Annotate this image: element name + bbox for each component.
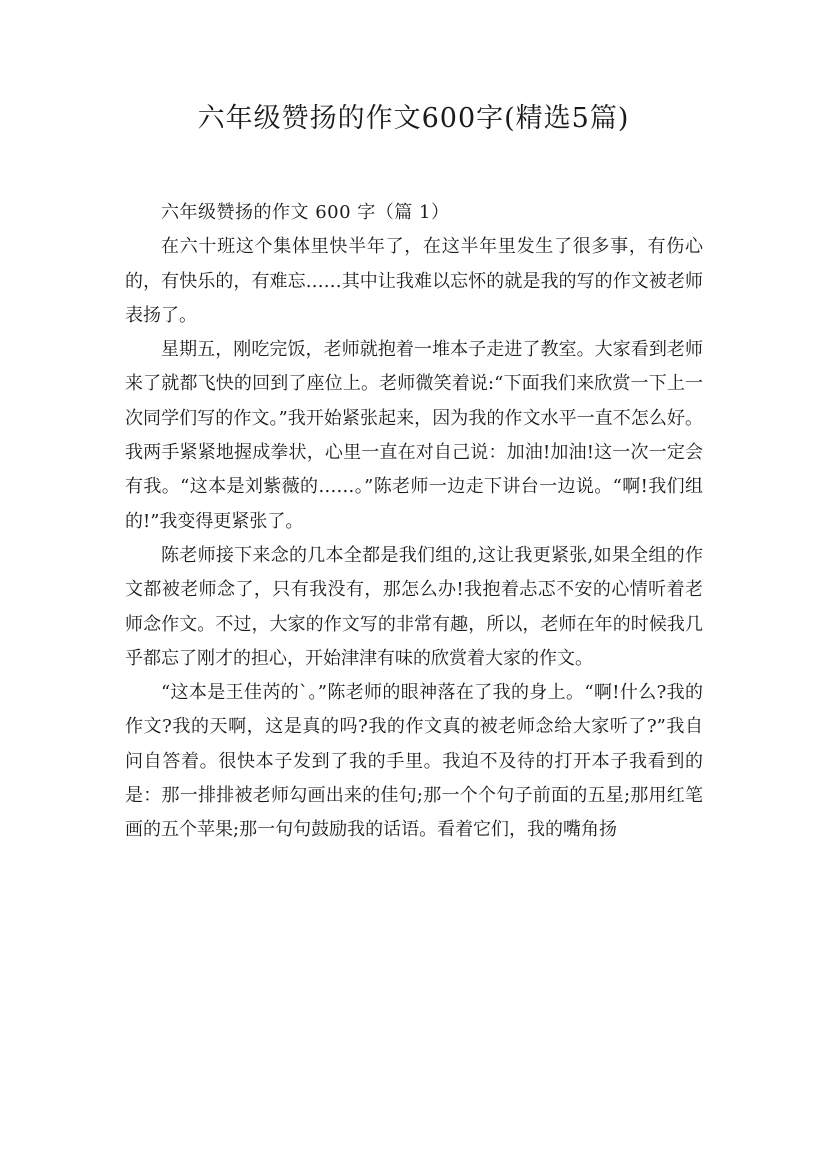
paragraph: 在六十班这个集体里快半年了，在这半年里发生了很多事，有伤心的，有快乐的，有难忘……其中让我难以忘怀的就是我的写的作文被老师表扬了。: [125, 236, 703, 326]
paragraph: “这本是王佳芮的`。”陈老师的眼神落在了我的身上。“啊!什么?我的作文?我的天啊，这是真的吗?我的作文真的被老师念给大家听了?”我自问自答着。很快本子发到了我的手里。我迫不及待的打开本子我看到的是：那一排排被老师勾画出来的佳句;那一个个句子前面的五星;那用红笔画的五个苹果;那一句句鼓励我的话语。看着它们，我的嘴角扬: [125, 682, 703, 841]
document-title: 六年级赞扬的作文600字(精选5篇): [197, 103, 630, 134]
document-body: [125, 196, 703, 848]
paragraph: 陈老师接下来念的几本全都是我们组的,这让我更紧张,如果全组的作文都被老师念了，只有我没有，那怎么办!我抱着忐忑不安的心情听着老师念作文。不过，大家的作文写的非常有趣，所以，老师在年的时候我几乎都忘了刚才的担心，开始津津有味的欣赏着大家的作文。: [125, 544, 703, 669]
paragraph: 星期五，刚吃完饭，老师就抱着一堆本子走进了教室。大家看到老师来了就都飞快的回到了座位上。老师微笑着说:“下面我们来欣赏一下上一次同学们写的作文。”我开始紧张起来，因为我的作文水平一直不怎么好。我两手紧紧地握成拳状，心里一直在对自己说：加油!加油!这一次一定会有我。“这本是刘紫薇的……。”陈老师一边走下讲台一边说。“啊!我们组的!”我变得更紧张了。: [125, 339, 703, 532]
section-heading: 六年级赞扬的作文 600 字（篇 1）: [161, 202, 450, 223]
